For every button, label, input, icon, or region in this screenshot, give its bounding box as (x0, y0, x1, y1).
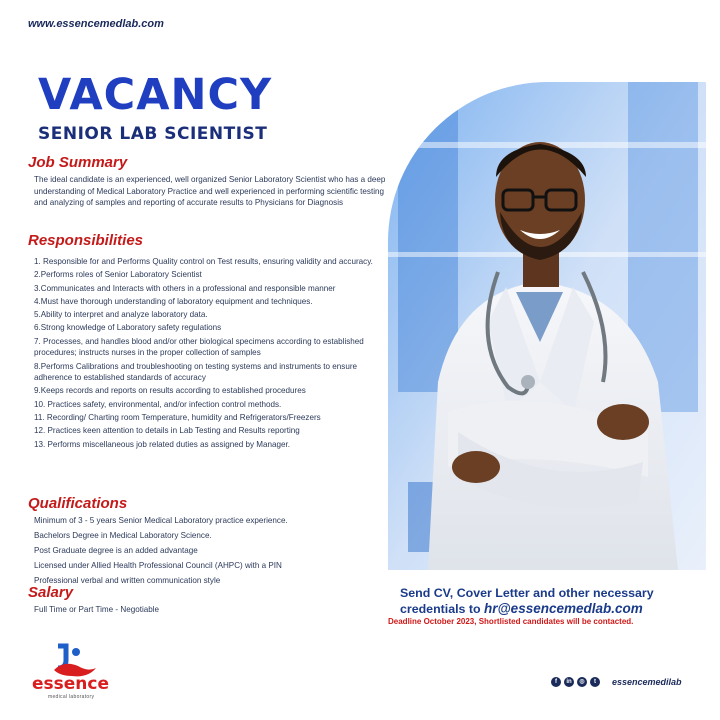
list-item: 7. Processes, and handles blood and/or other biological specimens according to established procedures; instructs nurses in the proper collection of samples (34, 336, 364, 358)
list-item: 4.Must have thorough understanding of laboratory equipment and techniques. (34, 296, 313, 306)
logo-wordmark: essence (32, 674, 110, 694)
salary-text: Full Time or Part Time - Negotiable (34, 605, 160, 614)
list-item: 9.Keeps records and reports on results according to established procedures (34, 386, 306, 396)
list-item: Licensed under Allied Health Professional Council (AHPC) with a PIN (34, 561, 282, 571)
list-item: 11. Recording/ Charting room Temperature, humidity and Refrigerators/Freezers (34, 412, 321, 422)
salary-heading: Salary (28, 584, 74, 601)
qualifications-heading: Qualifications (28, 495, 128, 512)
page-title: VACANCY (38, 70, 273, 120)
email-link[interactable]: hr@essencemedlab.com (484, 601, 643, 616)
list-item: 3.Communicates and Interacts with others in a professional and responsible manner (34, 283, 336, 293)
cta-line-2 (400, 601, 700, 617)
list-item: Minimum of 3 - 5 years Senior Medical Laboratory practice experience. (34, 516, 288, 525)
responsibilities-heading: Responsibilities (28, 232, 144, 249)
job-summary-heading: Job Summary (28, 154, 128, 171)
cta-line-1: Send CV, Cover Letter and other necessary (400, 586, 654, 600)
twitter-icon[interactable]: t (590, 677, 600, 687)
responsibilities-list (34, 256, 389, 452)
linkedin-icon[interactable]: in (564, 677, 574, 687)
list-item: 6.Strong knowledge of Laboratory safety regulations (34, 323, 222, 333)
job-summary-text: The ideal candidate is an experienced, well organized Senior Laboratory Scientist who has a deep understanding of Medical Laboratory Practice and well experienced in performing scientific testing and analyzing of samples and reporting of accurate results to Physicians for Diagnosis (34, 175, 386, 207)
list-item: 13. Performs miscellaneous job related duties as assigned by Manager. (34, 439, 290, 449)
logo-tagline: medical laboratory (48, 694, 95, 700)
application-instructions (400, 586, 700, 617)
facebook-icon[interactable]: f (551, 677, 561, 687)
social-handle[interactable]: essencemedilab (612, 677, 682, 687)
list-item: 12. Practices keen attention to details in Lab Testing and Results reporting (34, 426, 300, 436)
list-item: 1. Responsible for and Performs Quality control on Test results, ensuring validity and accuracy. (34, 257, 373, 266)
deadline-text: Deadline October 2023, Shortlisted candidates will be contacted. (388, 617, 634, 626)
list-item: 5.Ability to interpret and analyze laboratory data. (34, 310, 208, 320)
list-item: 2.Performs roles of Senior Laboratory Scientist (34, 270, 202, 280)
qualifications-list (34, 515, 374, 590)
instagram-icon[interactable]: ◎ (577, 677, 587, 687)
list-item: Post Graduate degree is an added advantage (34, 546, 198, 556)
website-url[interactable]: www.essencemedlab.com (28, 18, 164, 30)
job-title: SENIOR LAB SCIENTIST (38, 124, 268, 144)
social-icons (551, 677, 600, 687)
list-item: Professional verbal and written communication style (34, 576, 221, 586)
scientist-photo (388, 82, 706, 570)
list-item: 10. Practices safety, environmental, and/or infection control methods. (34, 399, 282, 409)
list-item: 8.Performs Calibrations and troubleshooting on testing systems and instruments to ensure adherence to established standards of accuracy (34, 361, 358, 383)
cta-prefix: credentials to (400, 602, 485, 616)
list-item: Bachelors Degree in Medical Laboratory Science. (34, 531, 212, 541)
